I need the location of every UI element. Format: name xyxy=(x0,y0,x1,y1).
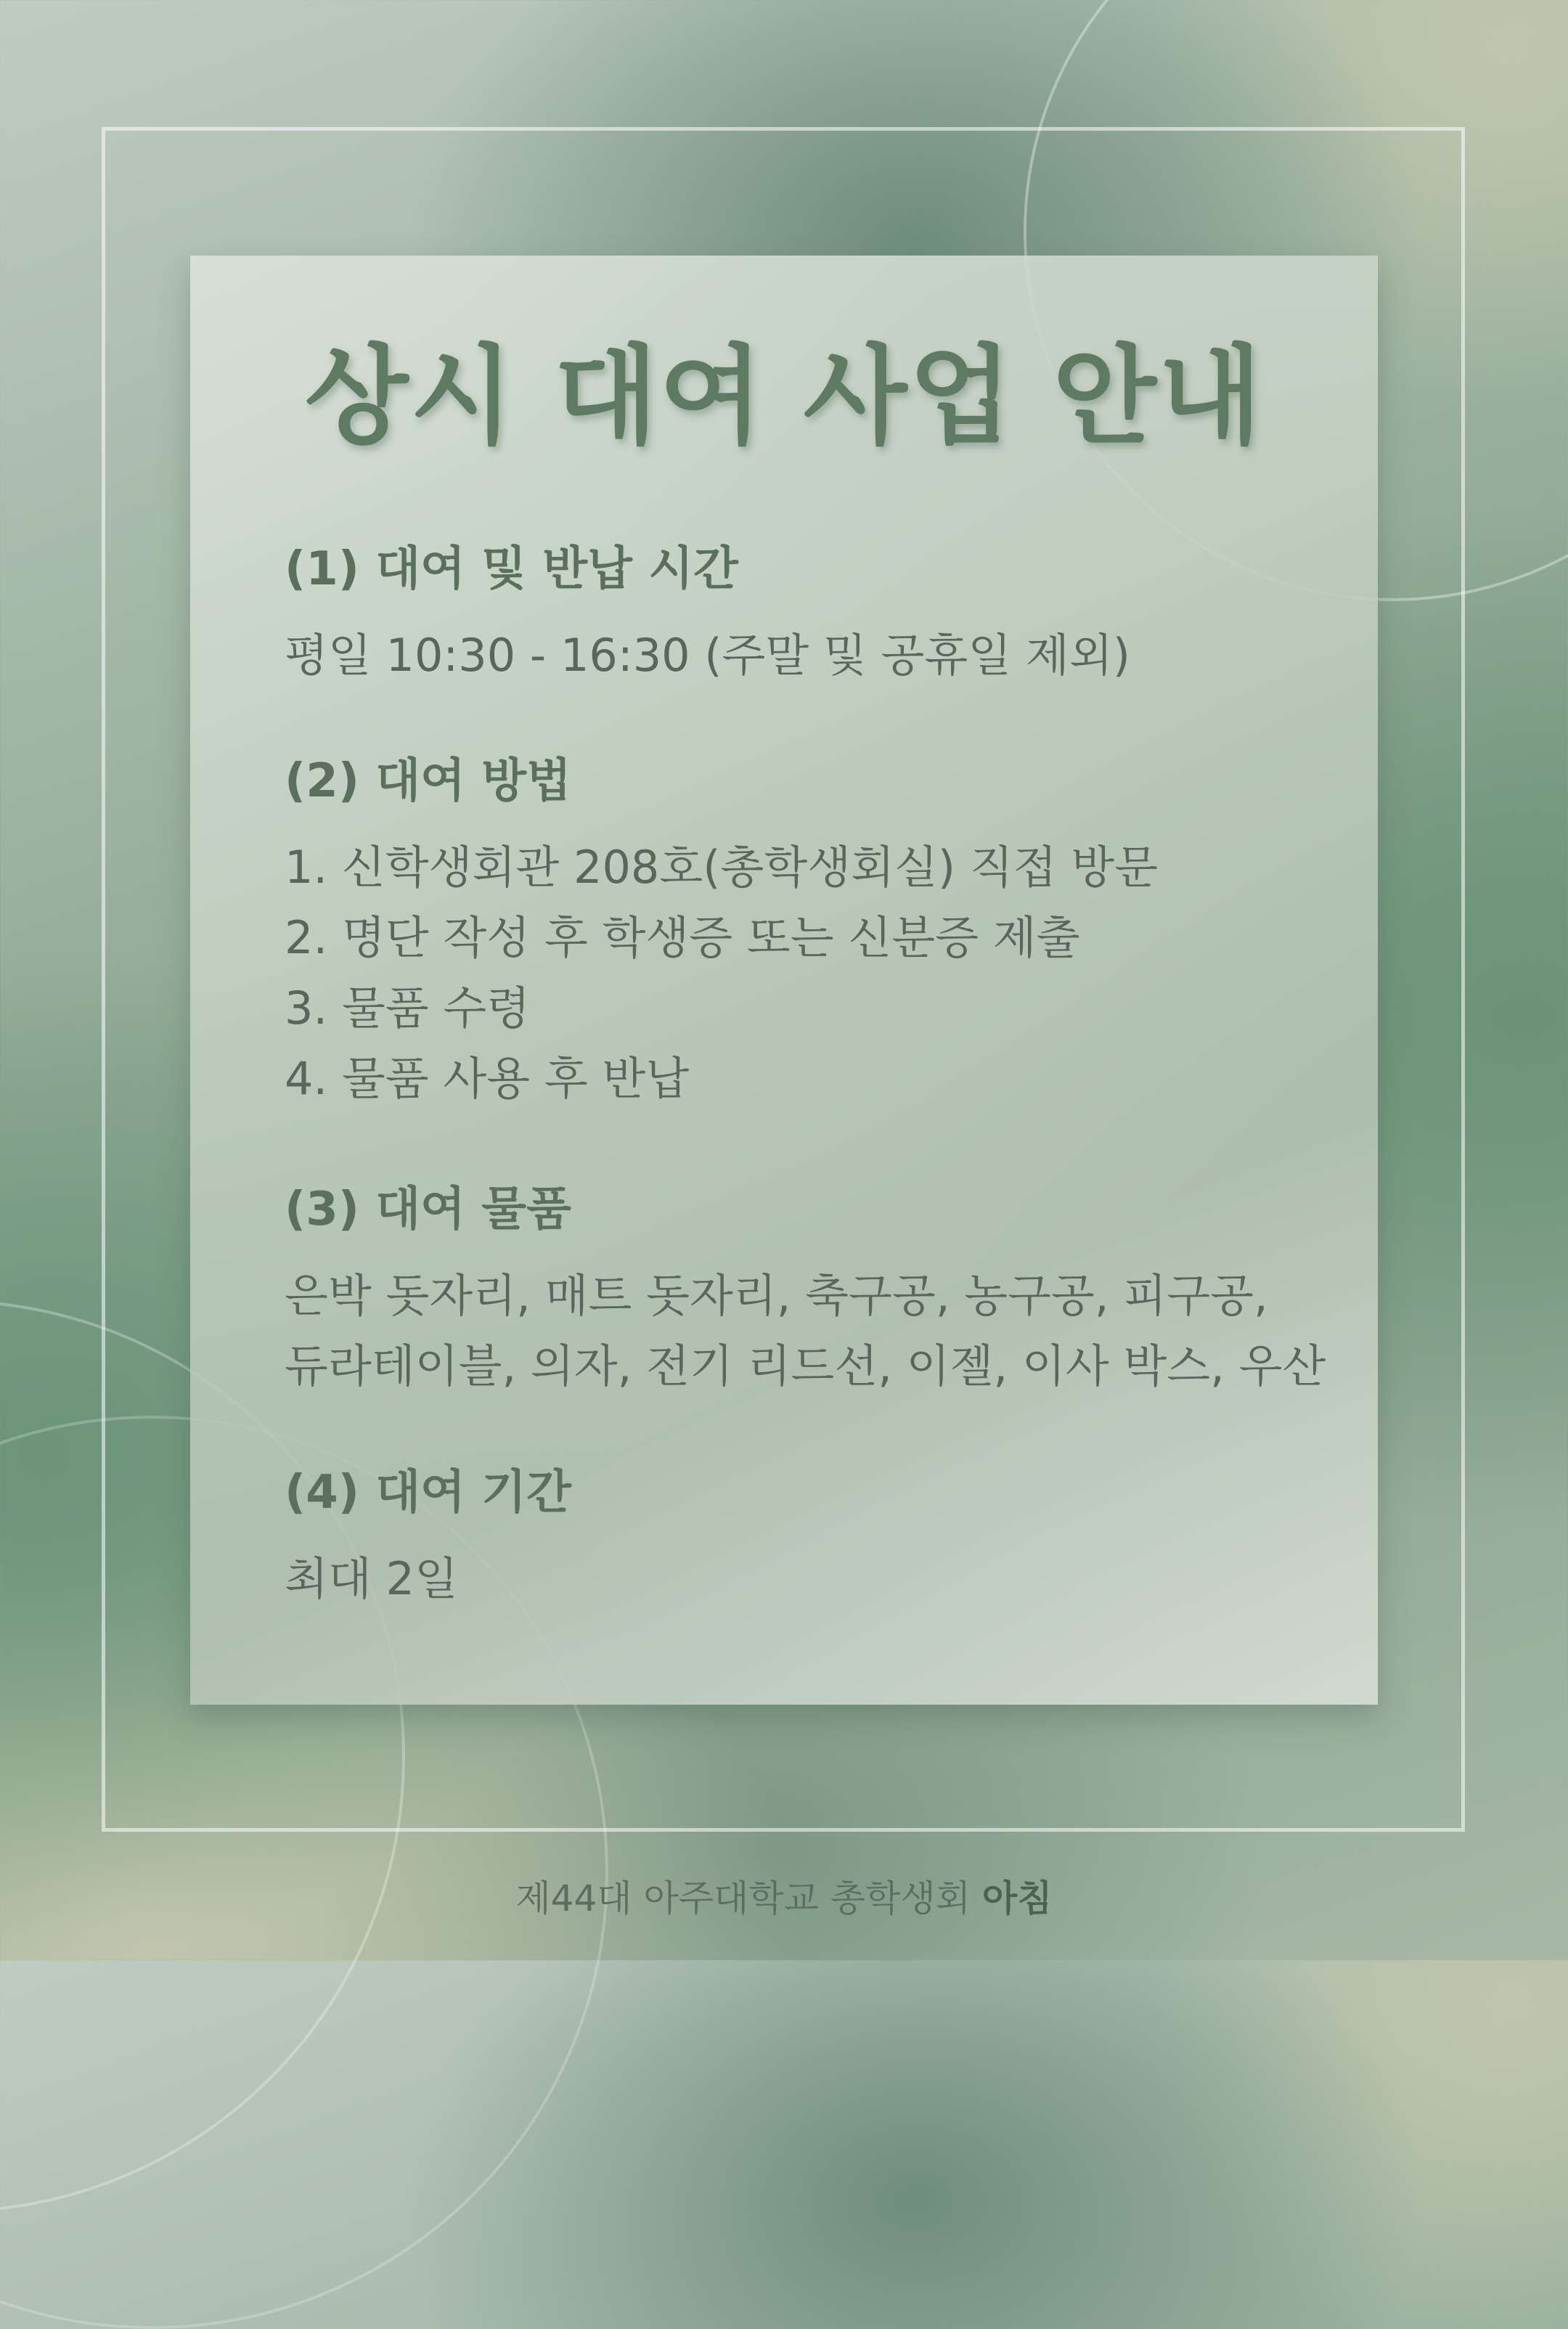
step-item: 3. 물품 수령 xyxy=(285,982,531,1035)
step-item: 1. 신학생회관 208호(총학생회실) 직접 방문 xyxy=(285,841,1159,894)
section-heading: (1) 대여 및 반납 시간 xyxy=(285,542,738,596)
section-line: 평일 10:30 - 16:30 (주말 및 공휴일 제외) xyxy=(285,629,1130,682)
section-line: 최대 2일 xyxy=(285,1552,458,1605)
footer-credit xyxy=(0,1877,1568,1920)
items-line: 듀라테이블, 의자, 전기 리드선, 이젤, 이사 박스, 우산 xyxy=(285,1339,1326,1392)
section-rental-hours xyxy=(285,542,1334,690)
notice-card xyxy=(190,256,1378,1705)
footer-org: 제44대 아주대학교 총학생회 xyxy=(515,1877,971,1920)
page-title: 상시 대여 사업 안내 xyxy=(304,334,1264,459)
section-heading: (4) 대여 기간 xyxy=(285,1466,571,1520)
section-rental-items xyxy=(285,1183,1334,1401)
section-heading: (3) 대여 물품 xyxy=(285,1183,571,1236)
step-item: 2. 명단 작성 후 학생증 또는 신분증 제출 xyxy=(285,911,1080,964)
footer-name: 아침 xyxy=(982,1877,1053,1920)
section-heading: (2) 대여 방법 xyxy=(285,754,571,808)
section-rental-period xyxy=(285,1466,1334,1614)
section-rental-method xyxy=(285,754,1334,1114)
items-line: 은박 돗자리, 매트 돗자리, 축구공, 농구공, 피구공, xyxy=(285,1269,1268,1322)
step-item: 4. 물품 사용 후 반납 xyxy=(285,1052,690,1105)
